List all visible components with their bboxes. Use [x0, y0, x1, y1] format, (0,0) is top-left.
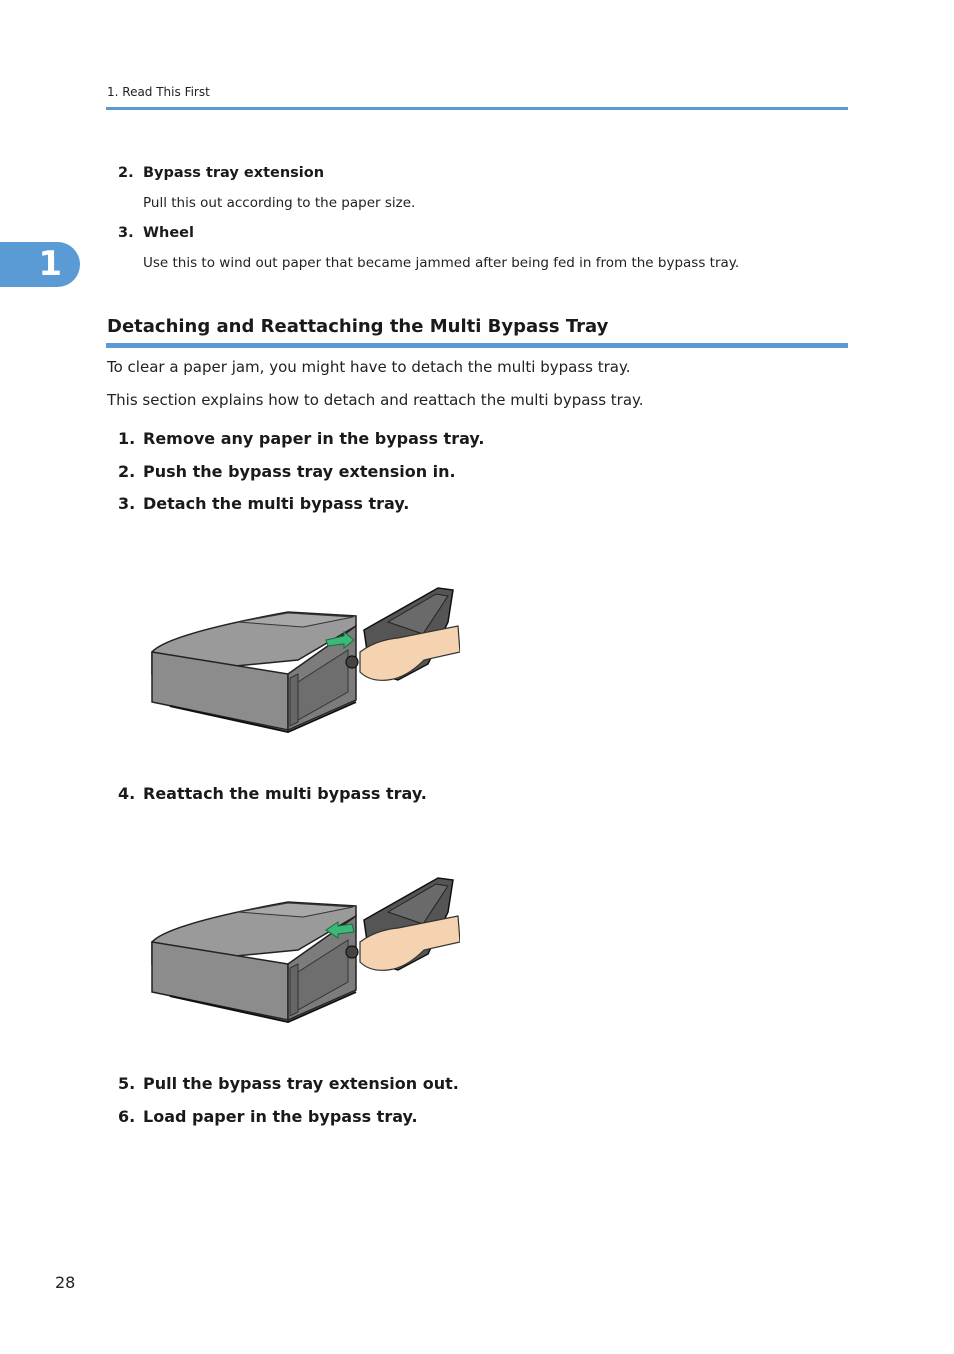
section-rule	[106, 343, 848, 348]
definition-number: 2.	[118, 165, 134, 181]
definition-term: Wheel	[143, 225, 194, 241]
step-text: Detach the multi bypass tray.	[143, 494, 410, 513]
step-text: Load paper in the bypass tray.	[143, 1107, 418, 1126]
body-paragraph: This section explains how to detach and reattach the multi bypass tray.	[107, 391, 644, 409]
definition-term: Bypass tray extension	[143, 165, 325, 181]
step-text: Remove any paper in the bypass tray.	[143, 429, 485, 448]
definition-number: 3.	[118, 225, 134, 241]
step-text: Reattach the multi bypass tray.	[143, 784, 427, 803]
step-number: 2.	[118, 462, 136, 481]
step-text: Pull the bypass tray extension out.	[143, 1074, 459, 1093]
detach-tray-illustration	[148, 582, 460, 737]
section-title: Detaching and Reattaching the Multi Bypass Tray	[107, 316, 609, 337]
chapter-tab: 1	[0, 242, 80, 287]
header-rule	[106, 107, 848, 110]
body-paragraph: To clear a paper jam, you might have to detach the multi bypass tray.	[107, 358, 631, 376]
step-number: 1.	[118, 429, 136, 448]
running-head: 1. Read This First	[107, 85, 210, 99]
step-number: 5.	[118, 1074, 136, 1093]
definition-description: Pull this out according to the paper size.	[143, 195, 416, 211]
step-number: 4.	[118, 784, 136, 803]
step-number: 6.	[118, 1107, 136, 1126]
reattach-tray-illustration	[148, 872, 460, 1027]
definition-description: Use this to wind out paper that became jammed after being fed in from the bypass tray.	[143, 255, 740, 271]
step-number: 3.	[118, 494, 136, 513]
step-text: Push the bypass tray extension in.	[143, 462, 456, 481]
page-number: 28	[55, 1273, 76, 1292]
